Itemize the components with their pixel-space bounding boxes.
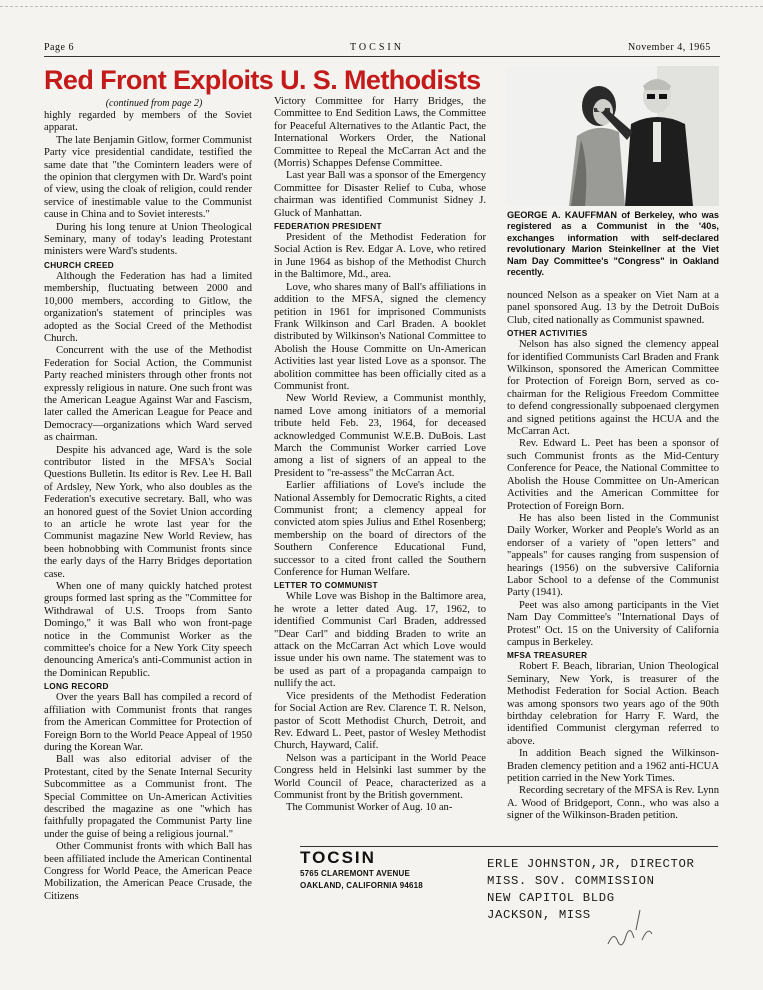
article-paragraph: Robert F. Beach, librarian, Union Theological Seminary, New York, is treasurer of the Methodist Federation for Social Action. Beach was among sponsors two years ago of the 90th birthday celebration for Harry F. Ward, the identified Communist clergyman referred to above. [507,661,719,747]
masthead-title: TOCSIN [300,848,376,867]
article-paragraph: Recording secretary of the MFSA is Rev. Lynn A. Wood of Bridgeport, Conn., who was also a signer of the Wilkinson-Braden petition. [507,785,719,822]
section-subhead: OTHER ACTIVITIES [507,329,588,339]
column-1-body [44,110,252,903]
photo-caption [507,210,719,278]
page-top-edge [0,0,763,7]
section-subhead: LONG RECORD [44,682,109,692]
caption-subject: GEORGE A. KAUFFMAN [507,210,617,220]
handwritten-initials [600,900,660,956]
stamp-line: JACKSON, MISS [487,908,591,922]
article-paragraph: Nelson was a participant in the World Peace Congress held in Helsinki last summer by the World Council of Peace, characterized as a Communist front by the British government. [274,752,486,801]
article-paragraph: New World Review, a Communist monthly, named Love among initiators of a memorial tribute held Feb. 23, 1964, for deceased acknowledged Communist W.E.B. DuBois. Last March the Communist Worker carried Love among a list of signers of an appeal to the President to "re-assess" the McCarran Act. [274,393,486,479]
caption-text: of Berkeley, who was registered as a Communist in the '40s, exchanges information with self-declared revolutionary Marion Steinkellner at the Viet Nam Day Committee's "Congress" in Oakland recently. [507,210,719,278]
news-photo [507,66,719,206]
article-paragraph: Love, who shares many of Ball's affiliations in addition to the MFSA, signed the clemency petition in 1961 for imprisoned Communists Frank Wilkinson and Carl Braden. A booklet distributed by Wilkinson's National Committee to Abolish the House Committe on Un-American Activities last year listed Love as a sponsor. The abolition committee has been officially cited as a Communist front. [274,281,486,392]
masthead-street: 5765 CLAREMONT AVENUE [300,869,410,878]
article-paragraph: In addition Beach signed the Wilkinson-Braden clemency petition and a 1962 anti-HCUA petition carried in the New York Times. [507,748,719,785]
masthead [300,848,470,892]
masthead-city: OAKLAND, CALIFORNIA 94618 [300,881,423,890]
article-paragraph: President of the Methodist Federation for Social Action is Rev. Edgar A. Love, who retired in June 1964 as bishop of the Methodist Church in the Baltimore, Md., area. [274,232,486,281]
article-paragraph: The Communist Worker of Aug. 10 an- [286,802,453,814]
article-paragraph: Vice presidents of the Methodist Federation for Social Action are Rev. Clarence T. R. Nelson, pastor of Scott Methodist Church, Detroit, and Rev. Edward L. Peet, pastor of Wesley Methodist Church, Hayward, Calif. [274,690,486,752]
article-paragraph: Victory Committee for Harry Bridges, the Committee to End Sedition Laws, the Committee for Peaceful Alternatives to the Atlantic Pact, the International Workers Order, the National Committee to Repeal the McCarran Act and the (Morris) Schappes Defense Committee. [274,96,486,170]
article-paragraph: While Love was Bishop in the Baltimore area, he wrote a letter dated Aug. 17, 1962, to identified Communist Carl Braden, addressed "Dear Carl" and bidding Braden to write an attack on the McCarran Act which Love would issue under his own name. The statement was to be used as part of a propaganda campaign to nullify the act. [274,591,486,690]
section-subhead: LETTER TO COMMUNIST [274,581,378,591]
column-3-body [507,290,719,823]
stamp-line: NEW CAPITOL BLDG [487,891,615,905]
article-paragraph: When one of many quickly hatched protest groups formed last spring as the "Committee for Withdrawal of U.S. Troops from Santo Domingo," it was Ball who won front-page notice in the Communist Worker as the committee's choice for a New York City speech denouncing America's anti-Communist action in the Dominican Republic. [44,581,252,679]
header-rule [44,56,720,57]
article-paragraph: Concurrent with the use of the Methodist Federation for Social Action, the Communist Party reached ministers through other fronts not expressly religious in nature. One such front was the American League Against War and Fascism, later called the American League for Peace and Democracy—organizations which Ward served as chairman. [44,345,252,444]
article-paragraph: Peet was also among participants in the Viet Nam Day Committee's "International Days of Protest" Oct. 15 on the University of California campus in Berkeley. [507,599,719,648]
article-column-1 [44,98,252,918]
stamp-line: ERLE JOHNSTON,JR, DIRECTOR [487,857,695,871]
article-paragraph: During his long tenure at Union Theological Seminary, many of today's leading Protestant ministers were Ward's students. [44,221,252,258]
continued-note: (continued from page 2) [105,98,203,109]
headline: Red Front Exploits U. S. Methodists [44,65,481,95]
article-paragraph: Over the years Ball has compiled a record of affiliation with Communist fronts that ranges from the American Committee for Protection of Foreign Born to the World Peace Appeal of 1950 during the Korean War. [44,692,252,753]
column-2-body [274,96,486,815]
article-paragraph: highly regarded by members of the Soviet apparat. [44,110,252,134]
article-column-3 [507,290,719,850]
article-paragraph: nounced Nelson as a speaker on Viet Nam at a panel sponsored Aug. 13 by the Detroit DuBois Club, cited nationally as Communist spawned. [507,290,719,326]
article-paragraph: Last year Ball was a sponsor of the Emergency Committee for Disaster Relief to Cuba, whose chairman was identified Communist Sidney J. Gluck of Manhattan. [274,170,486,219]
article-paragraph: Other Communist fronts with which Ball has been affiliated include the American Continental Congress for World Peace, the American Peace Mobilization, the American Peace Crusade, the Citizens [44,841,252,902]
article-paragraph: Rev. Edward L. Peet has been a sponsor of such Communist fronts as the Mid-Century Conference for Peace, the National Committee to Abolish the House Committee on Un-American Activities and the American Committee for Protection of Foreign Born. [507,438,719,512]
article-paragraph: Although the Federation has had a limited membership, fluctuating between 2000 and 10,000 members, according to Gitlow, the organization's statement of principles was adopted as the Social Creed of the Methodist Church. [44,270,252,344]
article-paragraph: He has also been listed in the Communist Daily Worker, Worker and People's World as an endorser of a variety of "open letters" and "appeals" for causes ranging from suspension of hearings (1956) on the subversive California Labor School to a defense of the Communist Party (1941). [507,512,719,599]
masthead-rule [300,846,718,847]
section-subhead: FEDERATION PRESIDENT [274,222,382,232]
article-paragraph: The late Benjamin Gitlow, former Communist Party vice presidential candidate, testified the same date that "the Comintern leaders were of the opinion that clergymen with Dr. Ward's point of view, using the cloak of religion, could render service of inestimable value to the Communist cause in China and to Soviet interests." [44,134,252,221]
publication-name: TOCSIN [350,42,404,53]
section-subhead: CHURCH CREED [44,260,115,270]
article-paragraph: Ball was also editorial adviser of the Protestant, cited by the Senate Internal Security Subcommittee as a Communist front. The Special Committee on Un-American Activities described the magazine as one "which has faithfully propagated the Communist Party line under the guise of being a religious journal." [44,754,252,840]
article-paragraph: Despite his advanced age, Ward is the sole contributor listed in the MFSA's Social Questions Bulletin. Its editor is Rev. Lee H. Ball of Ardsley, New York, who also doubles as the Federation's executive secretary. Ball, who was an honored guest of the Soviet Union according to an article he wrote last year for the Communist magazine New World Review, has been hobnobbing with Communist fronts since the early days of the Harry Bridges deportation case. [44,444,252,580]
page-number: Page 6 [44,42,74,53]
section-subhead: MFSA TREASURER [507,651,588,661]
photo-image [507,66,719,206]
article-paragraph: Nelson has also signed the clemency appeal for identified Communists Carl Braden and Frank Wilkinson, sponsored the American Committee for Protection of Foreign Born, served as co-chairman for the Religious Freedom Committee to defend congressionally subpoenaed clergymen and signed petitions against the HCUA and the McCarran Act. [507,339,719,438]
article-paragraph: Earlier affiliations of Love's include the National Assembly for Democratic Rights, a cited Communist front; a clemency appeal for convicted atom spies Julius and Ethel Rosenberg; membership on the board of directors of the Southern Conference Educational Fund, successor to a cited front called the Southern Conference for Human Welfare. [274,480,486,579]
article-column-2 [274,96,486,904]
stamp-line: MISS. SOV. COMMISSION [487,874,655,888]
issue-date: November 4, 1965 [628,42,711,53]
